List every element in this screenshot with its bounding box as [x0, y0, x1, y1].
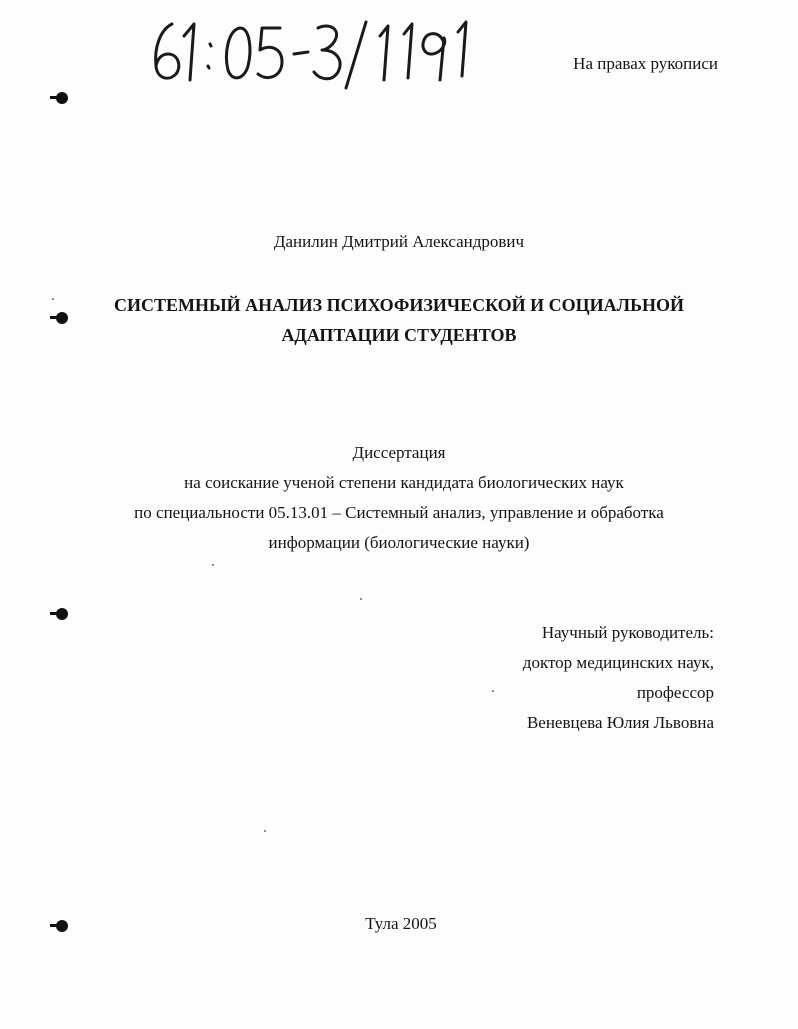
punch-hole-mark	[56, 920, 68, 932]
thesis-type: Диссертация	[352, 443, 446, 462]
supervisor-rank: профессор	[636, 683, 714, 702]
thesis-description	[0, 438, 798, 558]
archive-stamp-number	[148, 14, 478, 92]
thesis-specialty-line: по специальности 05.13.01 – Системный анализ, управление и обработка	[134, 503, 664, 522]
city-year: Тула 2005	[365, 914, 437, 933]
scan-speck	[52, 298, 54, 300]
title-line-1: СИСТЕМНЫЙ АНАЛИЗ ПСИХОФИЗИЧЕСКОЙ И СОЦИАЛЬНОЙ	[114, 295, 684, 315]
scan-speck	[360, 598, 362, 600]
supervisor-label: Научный руководитель:	[541, 623, 714, 642]
dissertation-title	[0, 290, 798, 350]
punch-hole-mark	[56, 312, 68, 324]
author-name: Данилин Дмитрий Александрович	[273, 232, 525, 251]
supervisor-name: Веневцева Юлия Львовна	[526, 713, 714, 732]
scan-speck	[492, 690, 494, 692]
supervisor-block	[523, 618, 714, 738]
thesis-specialty-line-2: информации (биологические науки)	[268, 533, 530, 552]
scan-speck	[264, 830, 266, 832]
punch-hole-mark	[56, 608, 68, 620]
handwritten-number-drawing	[148, 14, 478, 92]
title-line-2: АДАПТАЦИИ СТУДЕНТОВ	[281, 325, 517, 345]
rights-note: На правах рукописи	[573, 54, 718, 73]
thesis-degree-line: на соискание ученой степени кандидата биологических наук	[184, 473, 624, 492]
supervisor-degree: доктор медицинских наук,	[522, 653, 714, 672]
punch-hole-mark	[56, 92, 68, 104]
scan-speck	[212, 564, 214, 566]
